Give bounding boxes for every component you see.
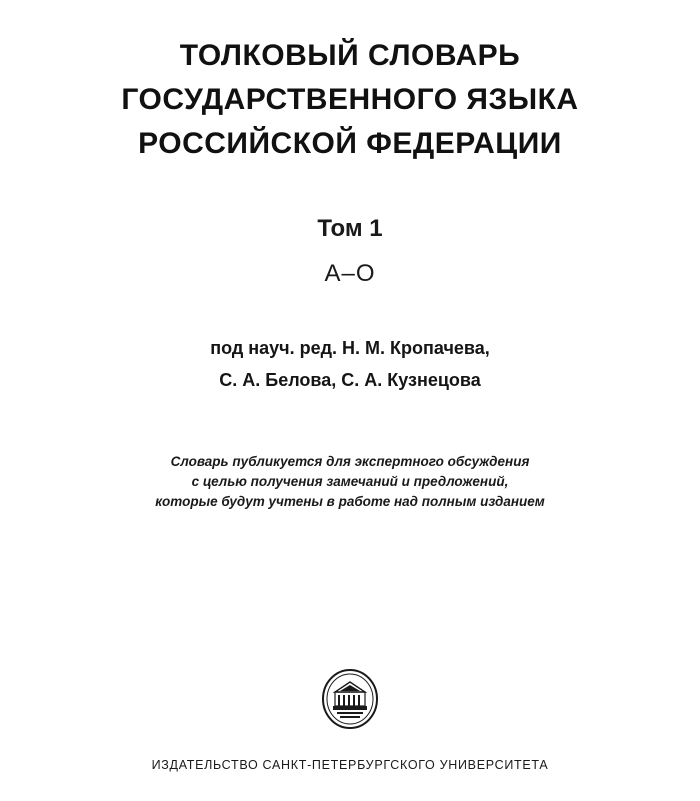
title-line-1: ТОЛКОВЫЙ СЛОВАРЬ [179, 39, 521, 72]
letter-range-label: А–О [324, 260, 376, 287]
publisher-name: ИЗДАТЕЛЬСТВО САНКТ-ПЕТЕРБУРГСКОГО УНИВЕРСИТЕТА [151, 758, 549, 772]
title-line-3: РОССИЙСКОЙ ФЕДЕРАЦИИ [138, 127, 562, 160]
editors-block [0, 332, 700, 396]
editors-line-2: С. А. Белова, С. А. Кузнецова [219, 370, 481, 390]
book-title [0, 34, 700, 166]
volume-label: Том 1 [317, 215, 383, 242]
title-line-2: ГОСУДАРСТВЕННОГО ЯЗЫКА [121, 83, 579, 116]
spbu-emblem-icon [319, 668, 381, 730]
note-line-3: которые будут учтены в работе над полным изданием [155, 494, 545, 509]
publication-note [0, 452, 700, 512]
note-line-2: с целью получения замечаний и предложений, [191, 474, 509, 489]
editors-line-1: под науч. ред. Н. М. Кропачева, [210, 338, 490, 358]
publisher-logo [0, 668, 700, 730]
note-line-1: Словарь публикуется для экспертного обсуждения [170, 454, 530, 469]
